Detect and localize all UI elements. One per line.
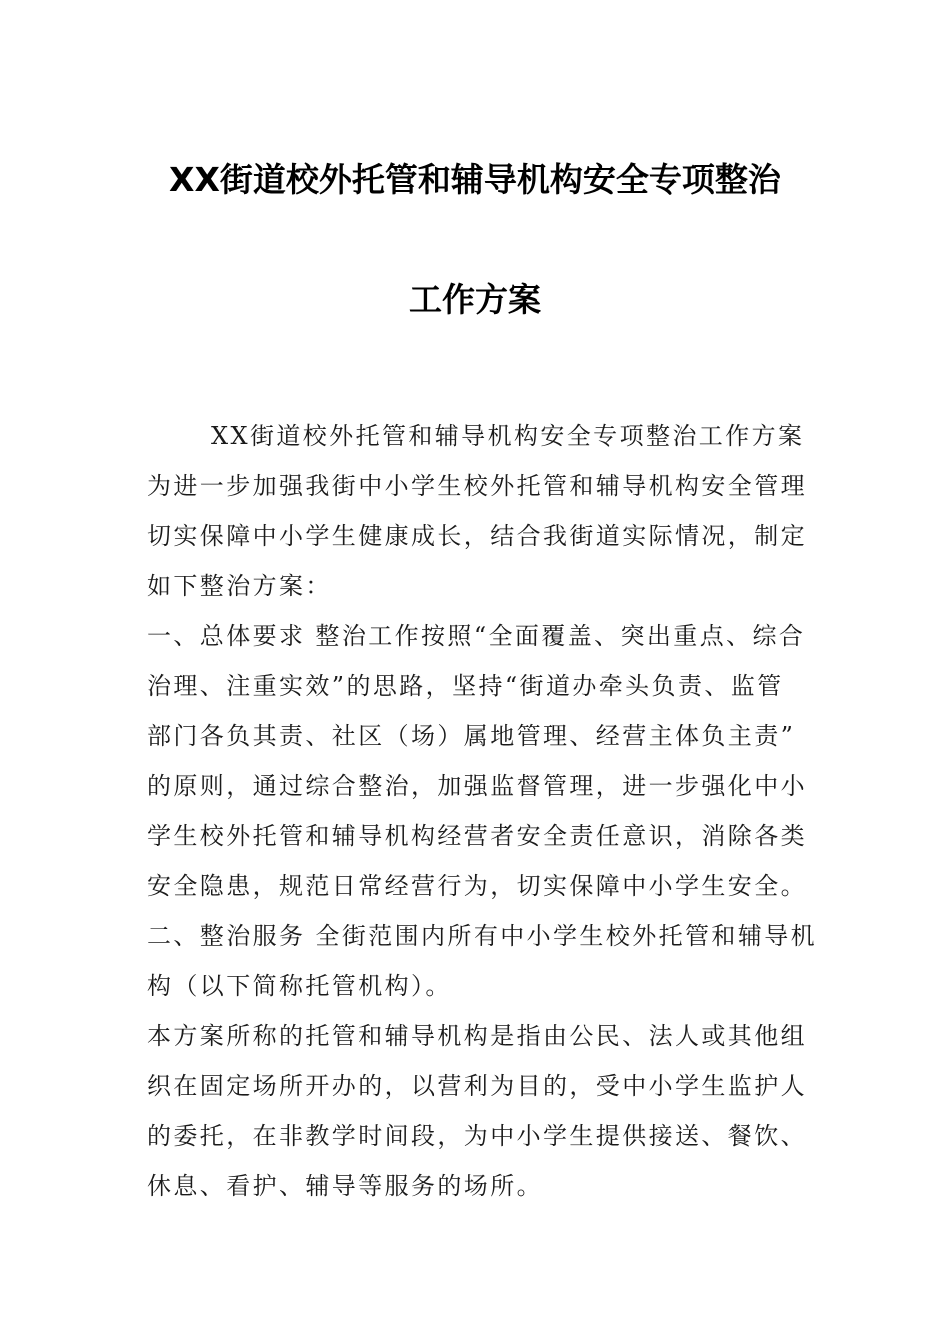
body-line: 治理、注重实效”的思路，坚持“街道办牵头负责、监管	[147, 672, 784, 700]
body-line: 切实保障中小学生健康成长，结合我街道实际情况，制定	[147, 522, 807, 550]
body-line: XX街道校外托管和辅导机构安全专项整治工作方案	[211, 422, 805, 450]
body-line: 织在固定场所开办的，以营利为目的，受中小学生监护人	[147, 1072, 807, 1100]
body-line: 二、整治服务 全街范围内所有中小学生校外托管和辅导机	[147, 922, 818, 950]
body-line: 本方案所称的托管和辅导机构是指由公民、法人或其他组	[147, 1022, 807, 1050]
body-line: 学生校外托管和辅导机构经营者安全责任意识，消除各类	[147, 822, 807, 850]
document-body	[147, 411, 818, 1211]
body-line: 一、总体要求 整治工作按照“全面覆盖、突出重点、综合	[147, 622, 806, 650]
body-line: 如下整治方案：	[147, 572, 332, 600]
document-title-line-2: 工作方案	[409, 280, 541, 319]
body-line: 部门各负其责、社区（场）属地管理、经营主体负主责”	[147, 722, 796, 750]
document-title-line-1: XX街道校外托管和辅导机构安全专项整治	[169, 160, 781, 199]
body-line: 安全隐患，规范日常经营行为，切实保障中小学生安全。	[147, 872, 807, 900]
body-line: 休息、看护、辅导等服务的场所。	[147, 1172, 543, 1200]
body-line: 的委托，在非教学时间段，为中小学生提供接送、餐饮、	[147, 1122, 807, 1150]
body-line: 的原则，通过综合整治，加强监督管理，进一步强化中小	[147, 772, 807, 800]
body-line: 构（以下简称托管机构）。	[147, 972, 452, 1000]
body-line: 为进一步加强我街中小学生校外托管和辅导机构安全管理	[147, 472, 807, 500]
